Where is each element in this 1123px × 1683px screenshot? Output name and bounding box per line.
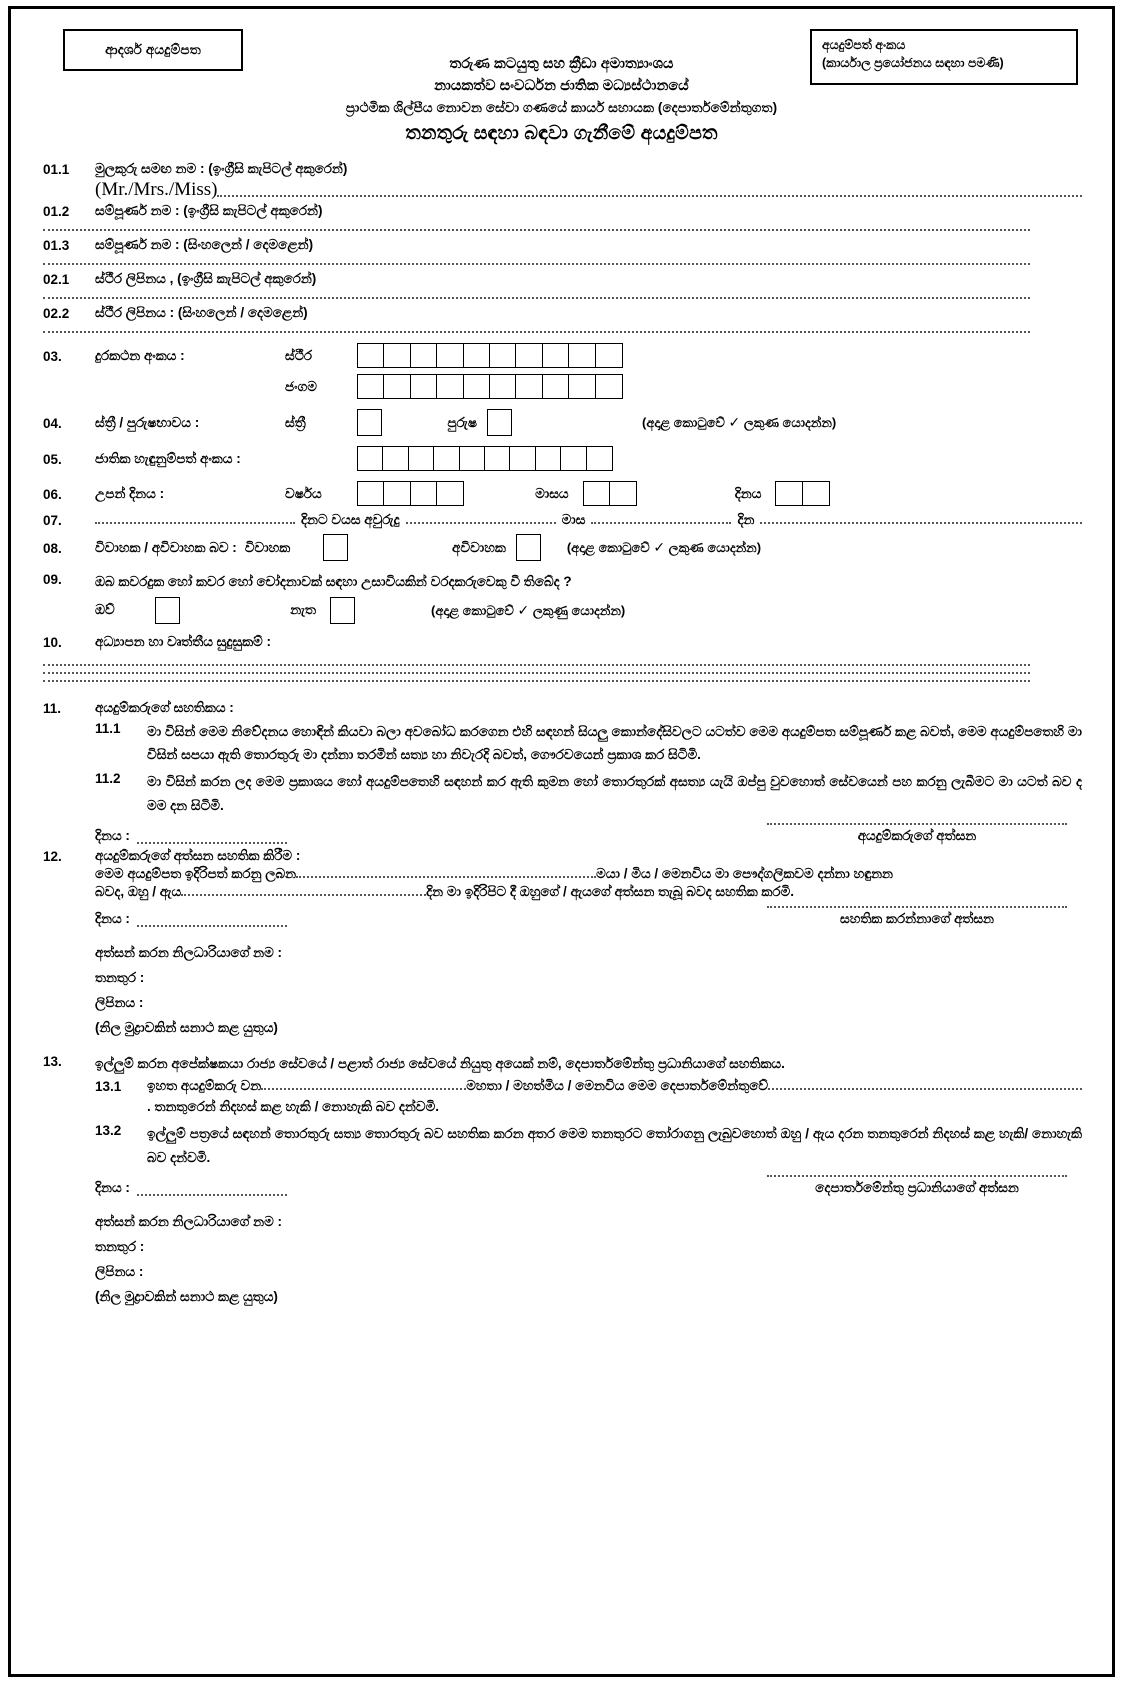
check-mark-icon: ✓ <box>728 414 741 430</box>
field-label-03-mobile: ජංගම <box>285 378 317 394</box>
page-inner <box>11 9 1112 1674</box>
input-fullname-english[interactable] <box>43 229 1030 231</box>
field-row-name-initials <box>43 161 1082 177</box>
field-row-gender <box>43 409 1082 436</box>
field-label-021: ස්ථීර ලිපිනය , (ඉංග්‍රීසි කැපිටල් අකුරෙන්) <box>95 271 317 286</box>
officer-seal-note-12: (නිල මුද්‍රාවකින් සනාථ කළ යුතුය) <box>95 1019 278 1035</box>
cell[interactable] <box>595 374 623 399</box>
tick-hint-prefix: (අදාළ කොටුවේ <box>566 540 650 555</box>
salutation-label: (Mr./Mrs./Miss) <box>95 179 218 200</box>
field-row-nic <box>43 446 1082 471</box>
application-number-label: අයදුම්පත් අංකය <box>822 38 906 52</box>
cell[interactable] <box>568 374 596 399</box>
input-date-11[interactable] <box>137 832 287 844</box>
cell[interactable] <box>568 343 596 368</box>
cell[interactable] <box>383 343 411 368</box>
field-row-phone-mobile <box>43 374 1082 399</box>
field-row-conviction-options <box>95 597 1082 624</box>
cell[interactable] <box>542 343 570 368</box>
cell[interactable] <box>609 481 637 506</box>
signature-caption-attester: සහතික කරන්නාගේ අත්සන <box>839 910 995 926</box>
input-age-months[interactable] <box>591 522 731 524</box>
spacer-011 <box>43 179 95 180</box>
clause-11-2 <box>95 770 1082 816</box>
field-label-012: සම්පූර්ණ නම : (ඉංග්‍රීසි කැපිටල් අකුරෙන්) <box>95 203 323 218</box>
input-signature-attester[interactable] <box>767 906 1067 908</box>
cell[interactable] <box>463 343 491 368</box>
field-label-04: ස්ත්‍රී / පුරුෂභාවය : <box>95 414 200 430</box>
date-label-13: දිනය : <box>95 1179 130 1195</box>
date-field-11 <box>95 828 290 844</box>
cell[interactable] <box>535 446 562 471</box>
officer-address-label-13: ලිපිනය : <box>95 1263 144 1279</box>
input-age-days[interactable] <box>760 522 1082 524</box>
date-field-12 <box>95 911 290 927</box>
field-label-unmarried: අවිවාහක <box>452 539 506 555</box>
input-education-line-1[interactable] <box>43 664 1030 666</box>
field-label-09: ඔබ කවරදුක හෝ කවර හෝ චෝදනාවක් සඳහා උසාවියකින් වරදකරුවෙකු වී තිබේද ? <box>95 574 572 589</box>
attestation-text-12a: මෙම අයදුම්පත ඉදිරිපත් කරනු ලබන <box>95 865 297 881</box>
officer-post-label-12: තනතුර : <box>95 969 145 985</box>
attestation-text-12d: දින මා ඉදිරිපිට දී ඔහුගේ / ඇයගේ අත්සන තැබූ බවද සහතික කරමි. <box>426 883 794 899</box>
specimen-label-box <box>63 29 243 71</box>
attestation-text-12c: බවද, ඔහු / ඇය <box>95 883 182 899</box>
input-nic-cells[interactable] <box>357 446 611 471</box>
clause-text-112: මා විසින් කරන ලද මෙම ප්‍රකාශය හෝ අයදුම්පතෙහි සඳහන් කර ඇති කුමන හෝ තොරතුරක් අසත්‍ය යැයි ඔප්පු වුවහොත් සේවයෙන් පහ කරනු ලැබීමට මා යටත් බව ද මම දන සිටිමි. <box>147 774 1082 813</box>
applicant-signature-block <box>752 823 1082 844</box>
cell[interactable] <box>383 481 411 506</box>
cell[interactable] <box>586 446 613 471</box>
field-number-05: 05. <box>43 451 62 467</box>
officer-seal-note-13: (නිල මුද්‍රාවකින් සනාථ කළ යුතුය) <box>95 1288 278 1304</box>
field-number-013: 01.3 <box>43 238 70 253</box>
field-number-03: 03. <box>43 348 62 364</box>
officer-name-label-13: අත්සන් කරන නිලධාරියාගේ නම : <box>95 1213 283 1229</box>
clause-text-132: ඉල්ලුම් පත්‍රයේ සඳහන් තොරතුරු සත්‍ය තොරතුරු බව සහතික කරන අතර මෙම තනතුරට තෝරාගනු ලැබුවහොත් ඔහු / ඇය දරන තනතුරෙන් නිදහස් කළ හැකි/ නොහැකි බව දන්වමි. <box>147 1126 1082 1165</box>
cell[interactable] <box>542 374 570 399</box>
clause-text-131c: . තනතුරෙන් නිදහස් කළ හැකි / නොහැකි බව දන්වමි. <box>147 1099 440 1115</box>
field-number-08: 08. <box>43 540 62 556</box>
field-number-09: 09. <box>43 572 62 587</box>
section-title-11: අයදුම්කරුගේ සහතිකය : <box>95 699 234 715</box>
input-phone-mobile-cells[interactable] <box>357 374 621 399</box>
field-label-011: මුලකුරු සමඟ නම : (ඉංග්‍රීසි කැපිටල් අකුරෙන්) <box>95 161 348 176</box>
clause-text-131a: ඉහත අයදුම්කරු වන <box>147 1078 262 1094</box>
cell[interactable] <box>583 481 611 506</box>
field-number-06: 06. <box>43 486 62 502</box>
form-body <box>37 161 1086 1310</box>
cell[interactable] <box>459 446 486 471</box>
field-number-022: 02.2 <box>43 306 70 321</box>
field-label-03: දුරකථන අංකය : <box>95 347 185 363</box>
cell[interactable] <box>357 374 385 399</box>
cell[interactable] <box>382 446 409 471</box>
input-date-12[interactable] <box>137 915 287 927</box>
clause-number-112: 11.2 <box>95 771 121 787</box>
cell[interactable] <box>410 481 438 506</box>
input-address-english[interactable] <box>43 297 1030 299</box>
tick-hint-suffix: ලකුණ යොදන්න) <box>668 540 762 555</box>
page-frame <box>8 6 1115 1677</box>
field-label-year: වර්ෂය <box>285 485 322 501</box>
cell[interactable] <box>436 343 464 368</box>
cell[interactable] <box>357 446 384 471</box>
cell[interactable] <box>410 343 438 368</box>
field-number-011: 01.1 <box>43 162 70 177</box>
conviction-tick-hint <box>431 602 625 619</box>
input-dob-year-cells[interactable] <box>357 481 463 506</box>
officer-details-13 <box>95 1210 1082 1310</box>
input-dob-month-cells[interactable] <box>583 481 636 506</box>
tick-hint-suffix: ලකුණ යොදන්න) <box>743 415 837 430</box>
clause-13-1 <box>95 1078 1082 1118</box>
cell[interactable] <box>357 343 385 368</box>
cell[interactable] <box>463 374 491 399</box>
input-signature-dept-head[interactable] <box>767 1175 1067 1177</box>
field-number-07: 07. <box>43 513 62 528</box>
cell[interactable] <box>560 446 587 471</box>
marital-tick-hint <box>567 539 761 556</box>
check-mark-icon: ✓ <box>517 601 530 618</box>
field-row-education <box>43 634 1082 650</box>
date-label-12: දිනය : <box>95 910 130 926</box>
section-number-12: 12. <box>43 848 62 864</box>
cell[interactable] <box>489 343 517 368</box>
cell[interactable] <box>595 343 623 368</box>
clause-text-111: මා විසින් මෙම නිවේදනය හොඳින් කියවා බලා අවබෝධ කරගෙන එහි සඳහන් සියලු කොන්දේසිවලට යටත්ව මෙම අයදුම්පත සම්පූර්ණ කළ බවත්, මෙම අයදුම්පතෙහි මා විසින් සපයා ඇති තොරතුරු මා දන්නා තරමින් සත්‍ය හා නිවැරදි බවත්, ගෞරවයෙන් ප්‍රකාශ කර සිටිමි. <box>147 723 1082 763</box>
field-number-10: 10. <box>43 634 62 650</box>
cell[interactable] <box>408 446 435 471</box>
input-signature-applicant[interactable] <box>767 823 1067 825</box>
tick-hint-prefix: (අදාළ කොටුවේ <box>642 415 725 430</box>
form-header <box>37 21 1086 161</box>
field-label-day: දිනය <box>734 485 762 501</box>
field-label-03-fixed: ස්ථීර <box>285 347 312 363</box>
field-row-fullname-sinhala <box>43 237 1082 253</box>
gender-tick-hint <box>642 414 836 431</box>
attestation-text-12b: මයා / මිය / මෙනවිය මා පෞද්ගලිකවම දන්නා හඳුනන <box>596 865 894 881</box>
section-number-11: 11. <box>43 700 62 716</box>
input-department-131[interactable] <box>768 1088 1082 1090</box>
checkbox-no[interactable] <box>330 597 355 624</box>
specimen-label-text: ආදර්ශ අයදුම්පත <box>105 42 201 57</box>
institute-name: නායකත්ව සංවර්ධන ජාතික මධ්‍යස්ථානයේ <box>434 78 689 95</box>
field-label-08: විවාහක / අවිවාහක බව : <box>95 539 237 555</box>
field-row-conviction-question <box>43 571 1082 593</box>
field-label-05: ජාතික හැඳුනුම්පත් අංකය : <box>95 450 241 466</box>
spacer-03 <box>43 386 95 387</box>
input-applicant-name-131[interactable] <box>261 1088 466 1090</box>
input-fullname-sinhala[interactable] <box>43 263 1030 265</box>
cell[interactable] <box>509 446 536 471</box>
field-label-022: ස්ථීර ලිපිනය : (සිංහලෙන් / දෙමළෙන්) <box>95 305 308 320</box>
date-field-13 <box>95 1180 290 1196</box>
application-number-box <box>810 29 1078 85</box>
field-row-address-english <box>43 271 1082 287</box>
clause-131-line1 <box>147 1078 1082 1094</box>
checkbox-married[interactable] <box>323 534 348 561</box>
post-category: ප්‍රාථමික ශිල්පීය නොවන සේවා ගණයේ කාර්ය සහායක (දෙපාර්තමේන්තුගත) <box>345 99 778 115</box>
field-label-06: උපන් දිනය : <box>95 485 165 501</box>
field-label-10: අධ්‍යාපන හා වෘත්තීය සුදුසුකම් : <box>95 633 271 649</box>
field-row-address-sinhala <box>43 305 1082 321</box>
field-label-07-months: මාස <box>561 512 586 527</box>
clause-13-2 <box>95 1122 1082 1168</box>
field-row-marital <box>43 534 1082 561</box>
clause-number-132: 13.2 <box>95 1123 122 1139</box>
field-label-male: පුරුෂ <box>447 414 477 430</box>
signature-row-applicant <box>95 823 1082 844</box>
field-label-female: ස්ත්‍රී <box>285 414 306 430</box>
input-education-line-2[interactable] <box>43 672 1030 674</box>
input-address-sinhala[interactable] <box>43 331 1030 333</box>
field-label-013: සම්පූර්ණ නම : (සිංහලෙන් / දෙමළෙන්) <box>95 237 314 252</box>
cell[interactable] <box>436 481 464 506</box>
clause-11-1 <box>95 720 1082 766</box>
section-11-header <box>43 700 1082 716</box>
cell[interactable] <box>357 481 385 506</box>
input-age-years[interactable] <box>406 522 556 524</box>
cell[interactable] <box>484 446 511 471</box>
cell[interactable] <box>433 446 460 471</box>
tick-hint-prefix: (අදාළ කොටුවේ <box>431 602 514 618</box>
field-label-07-years: දිනට වයස අවුරුදු <box>301 512 400 527</box>
page-title: තනතුරු සඳහා බඳවා ගැනීමේ අයදුම්පත <box>405 122 718 144</box>
input-attestation-date[interactable] <box>181 894 426 896</box>
officer-post-label-13: තනතුර : <box>95 1238 145 1254</box>
field-label-month: මාසය <box>535 485 569 501</box>
section-title-13: ඉල්ලුම් කරන අපේක්ෂකයා රාජ්‍ය සේවයේ / පළාත් රාජ්‍ය සේවයේ නියුතු අයෙක් නම්, දෙපාර්තමේන්තු ප්‍රධානියාගේ සහතිකය. <box>95 1055 785 1071</box>
input-education-line-3[interactable] <box>43 680 1030 682</box>
officer-details-12 <box>95 941 1082 1041</box>
input-date-13[interactable] <box>137 1184 287 1196</box>
section-title-12: අයදුම්කරුගේ අත්සන සහතික කිරීම : <box>95 847 301 863</box>
section-12-header <box>43 848 1082 864</box>
cell[interactable] <box>515 374 543 399</box>
clause-number-111: 11.1 <box>95 720 121 736</box>
signature-row-dept-head <box>95 1175 1082 1196</box>
field-label-yes: ඔව් <box>95 602 115 618</box>
field-row-age <box>43 512 1082 528</box>
checkbox-yes[interactable] <box>155 597 180 624</box>
section-13-header <box>43 1053 1082 1075</box>
field-row-dob <box>43 481 1082 506</box>
attester-signature-block <box>752 906 1082 927</box>
cell[interactable] <box>410 374 438 399</box>
date-label-11: දිනය : <box>95 827 130 843</box>
input-dob-day-cells[interactable] <box>775 481 828 506</box>
cell[interactable] <box>436 374 464 399</box>
dept-head-signature-block <box>752 1175 1082 1196</box>
checkbox-female[interactable] <box>357 409 382 436</box>
section-number-13: 13. <box>43 1053 62 1069</box>
attestation-line-1 <box>95 866 1082 882</box>
cell[interactable] <box>489 374 517 399</box>
field-label-07-days: දින <box>737 512 755 527</box>
cell[interactable] <box>775 481 803 506</box>
clause-text-131b: මහතා / මහත්මිය / මෙනවිය මෙම දෙපාර්තමේන්තුවේ <box>466 1078 769 1094</box>
field-number-012: 01.2 <box>43 204 70 219</box>
tick-hint-suffix: ලකුණු යොදන්න) <box>532 602 626 618</box>
attestation-line-2 <box>95 884 1082 900</box>
input-phone-fixed-cells[interactable] <box>357 343 621 368</box>
cell[interactable] <box>383 374 411 399</box>
input-name-initials[interactable] <box>217 195 1082 197</box>
application-number-office-note: (කාර්යාල ප්‍රයෝජනය සඳහා පමණි) <box>822 56 1004 71</box>
field-label-married: විවාහක <box>244 539 291 555</box>
clause-number-131: 13.1 <box>95 1079 122 1095</box>
input-attested-person-name[interactable] <box>296 876 596 878</box>
field-number-021: 02.1 <box>43 272 70 287</box>
check-mark-icon: ✓ <box>653 539 666 555</box>
cell[interactable] <box>515 343 543 368</box>
clause-body-131 <box>147 1078 1082 1118</box>
field-row-mr-mrs-miss <box>43 179 1082 201</box>
field-row-fullname-english <box>43 203 1082 219</box>
signature-caption-dept-head: දෙපාර්තමේන්තු ප්‍රධානියාගේ අත්සන <box>815 1179 1019 1195</box>
checkbox-male[interactable] <box>487 409 512 436</box>
officer-name-label-12: අත්සන් කරන නිලධාරියාගේ නම : <box>95 944 283 960</box>
field-label-no: නැත <box>290 602 316 618</box>
signature-row-attester <box>95 906 1082 927</box>
cell[interactable] <box>802 481 830 506</box>
input-age-date[interactable] <box>95 522 295 524</box>
checkbox-unmarried[interactable] <box>516 534 541 561</box>
field-row-phone-fixed <box>43 343 1082 368</box>
officer-address-label-12: ලිපිනය : <box>95 994 144 1010</box>
signature-caption-applicant: අයදුම්කරුගේ අත්සන <box>857 827 977 843</box>
ministry-name: තරුණ කටයුතු සහ ක්‍රීඩා අමාත්‍යාංශය <box>449 56 674 72</box>
field-number-04: 04. <box>43 415 62 431</box>
